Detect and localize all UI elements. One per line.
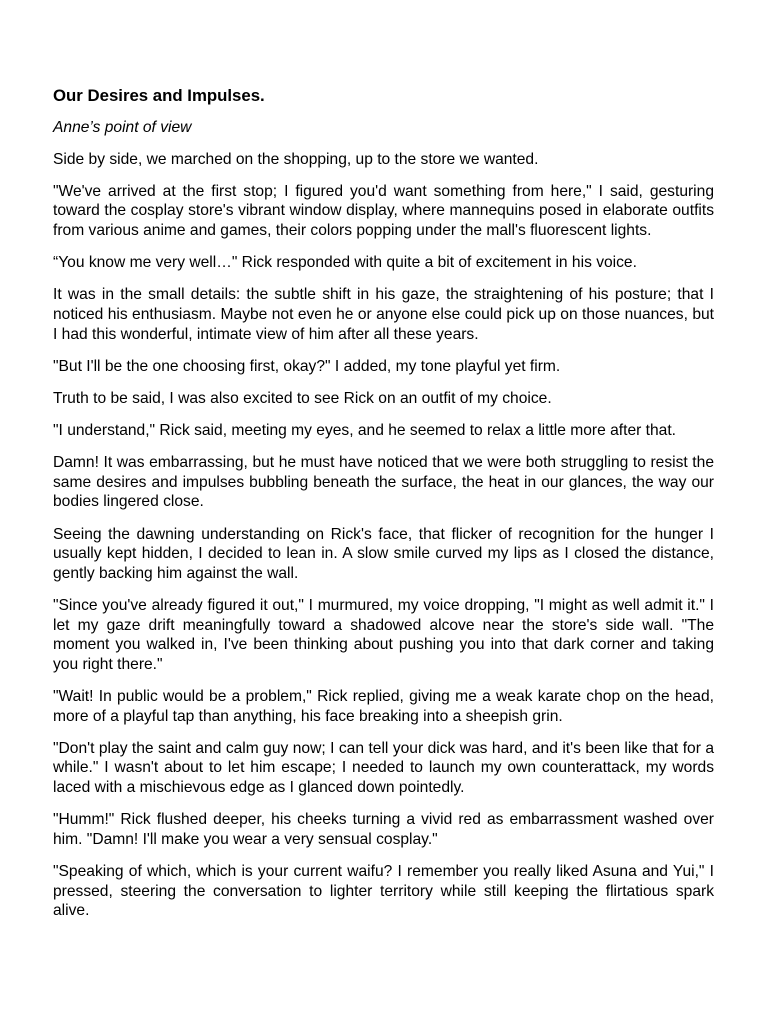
chapter-title: Our Desires and Impulses. xyxy=(53,86,265,105)
paragraph: "We've arrived at the first stop; I figured you'd want something from here," I said, gesturing toward the cosplay store's vibrant window display, where mannequins posed in elaborate outfits from various anime and games, their colors popping under the mall's fluorescent lights. xyxy=(53,182,714,239)
paragraph: Side by side, we marched on the shopping, up to the store we wanted. xyxy=(53,150,539,168)
paragraph: "I understand," Rick said, meeting my eyes, and he seemed to relax a little more after that. xyxy=(53,422,676,440)
paragraph: "Since you've already figured it out," I murmured, my voice dropping, "I might as well admit it." I let my gaze drift meaningfully toward a shadowed alcove near the store's side wall. "The moment you walked in, I've been thinking about pushing you into that dark corner and taking you right there." xyxy=(53,597,714,673)
chapter-subtitle: Anne’s point of view xyxy=(53,119,192,136)
paragraph: It was in the small details: the subtle shift in his gaze, the straightening of his posture; that I noticed his enthusiasm. Maybe not even he or anyone else could pick up on those nuances, but I had this wonderful, intimate view of him after all these years. xyxy=(53,286,714,343)
paragraph: Damn! It was embarrassing, but he must have noticed that we were both struggling to resist the same desires and impulses bubbling beneath the surface, the heat in our glances, the way our bodies lingered close. xyxy=(53,454,714,511)
paragraph: "But I'll be the one choosing first, okay?" I added, my tone playful yet firm. xyxy=(53,357,561,375)
paragraph: Truth to be said, I was also excited to see Rick on an outfit of my choice. xyxy=(53,389,552,407)
paragraph: "Humm!" Rick flushed deeper, his cheeks turning a vivid red as embarrassment washed over him. "Damn! I'll make you wear a very sensual cosplay." xyxy=(53,811,714,848)
paragraph: "Wait! In public would be a problem," Rick replied, giving me a weak karate chop on the head, more of a playful tap than anything, his face breaking into a sheepish grin. xyxy=(53,688,714,725)
paragraph: "Speaking of which, which is your current waifu? I remember you really liked Asuna and Yui," I pressed, steering the conversation to lighter territory while still keeping the flirtatious spark alive. xyxy=(53,862,714,920)
paragraph: “You know me very well…" Rick responded with quite a bit of excitement in his voice. xyxy=(53,254,637,272)
paragraph: "Don't play the saint and calm guy now; I can tell your dick was hard, and it's been like that for a while." I wasn't about to let him escape; I needed to launch my own counterattack, my words laced with a mischievous edge as I glanced down pointedly. xyxy=(53,739,714,796)
document-page xyxy=(53,86,714,933)
paragraph: Seeing the dawning understanding on Rick's face, that flicker of recognition for the hunger I usually kept hidden, I decided to lean in. A slow smile curved my lips as I closed the distance, gently backing him against the wall. xyxy=(53,525,714,582)
